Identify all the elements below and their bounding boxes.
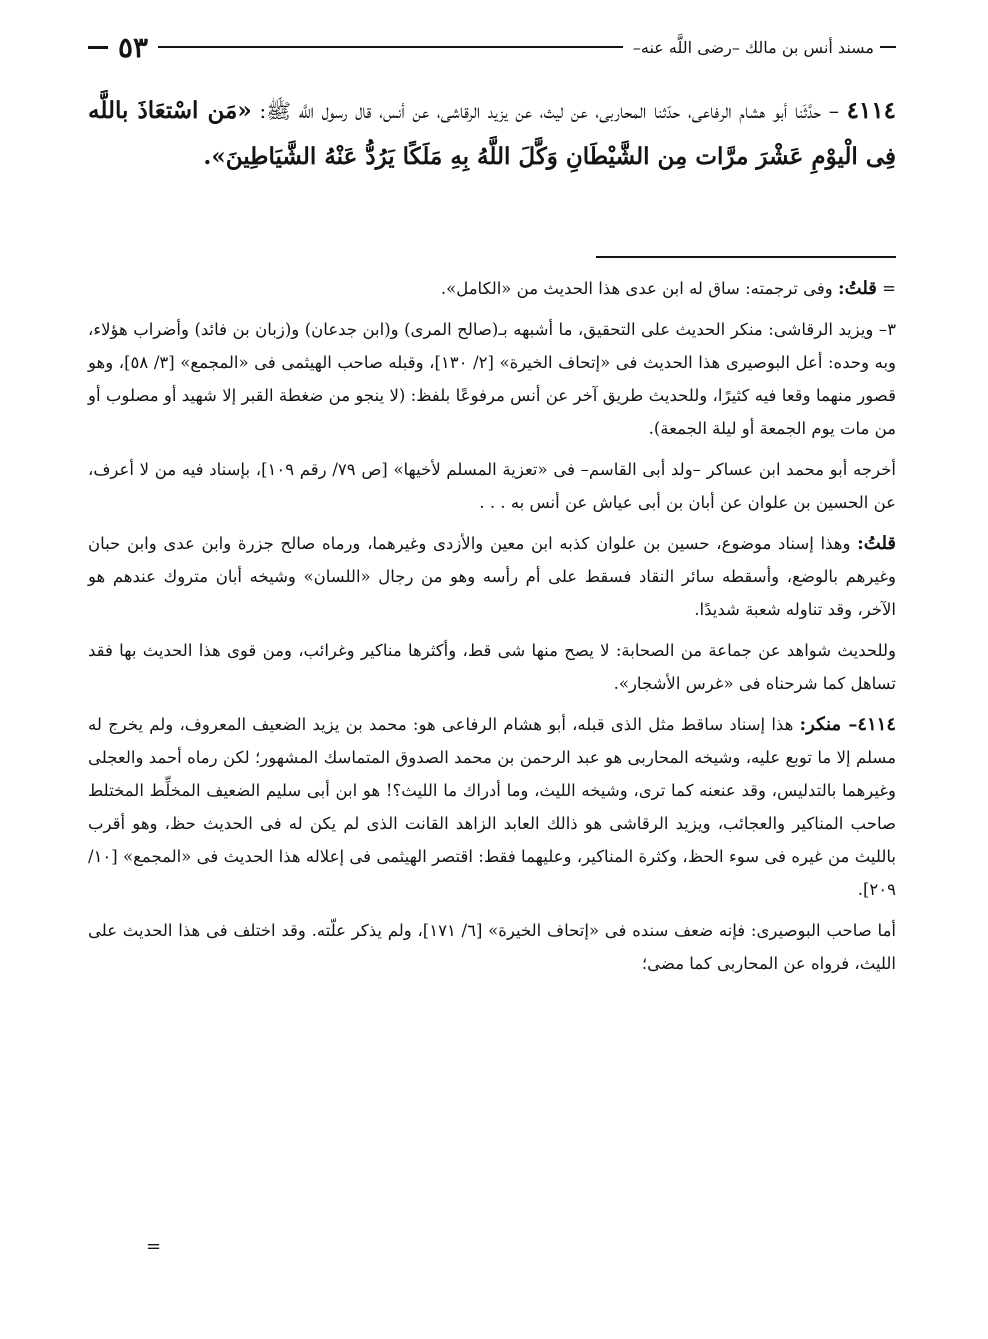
note-paragraph [88,313,896,445]
header-rule [158,46,623,48]
hadith-isnad: – حدَّثَنا أبو هشام الرفاعى، حدّثنا المحاربى، عن ليث، عن يزيد الرقاشى، عن أنس، قال رسول اللَّه ﷺ: [259,99,839,123]
page-number: ٥٣ [118,30,149,64]
note-paragraph [88,914,896,980]
hadith-matn: «مَن اسْتعَاذَ باللَّه فِى الْيوْمِ عَشْرَ مرَّات مِن الشَّيْطَانِ وَكَّلَ اللَّهُ بِهِ مَلَكًا يَرُدُّ عَنْهُ الشَّيَاطِينَ». [88,97,896,170]
hadith-number: ٤١١٤ [846,97,896,124]
running-header [88,30,896,64]
note-text: وهذا إسناد موضوع، حسين بن علوان كذبه ابن معين والأزدى وغيرهما، ورماه صالح جزرة وابن عدى وابن حبان وغيرهم بالوضع، وأسقطه سائر النقاد فسقط على أم رأسه وهو من رجال «اللسان» وشيخه أبان متروك عندهم هو الآخر، وقد تناوله شعبة شديدًا. [88,534,896,619]
note-paragraph [88,272,896,305]
note-text: وفى ترجمته: ساق له ابن عدى هذا الحديث من «الكامل». [440,279,833,298]
note-label: قلتُ: [857,533,897,554]
footnotes [88,272,896,988]
continuation-mark: = [882,279,896,298]
continuation-marker: = [146,1236,162,1257]
note-paragraph [88,527,896,626]
note-paragraph [88,453,896,519]
note-label: قلتُ: [838,278,877,299]
note-text: أما صاحب البوصيرى: فإنه ضعف سنده فى «إتحاف الخيرة» [٦/ ١٧١]، ولم يذكر علّته. وقد اختلف فى هذا الحديث على الليث، فرواه عن المحاربى كما مضى؛ [88,921,896,973]
note-text: هذا إسناد ساقط مثل الذى قبله، أبو هشام الرفاعى هو: محمد بن يزيد الضعيف المعروف، ولم يخرج له مسلم إلا ما توبع عليه، وشيخه المحاربى هو عبد الرحمن بن محمد الصدوق المتماسك المشهور؛ لكن رماه أحمد والعجلى وغيرهما بالتدليس، وقد عنعنه كما ترى، وشيخه الليث، وما أدراك ما الليث؟! هو ابن أبى سليم الضعيف المخلِّط المختلط صاحب المناكير والعجائب، ويزيد الرقاشى هو ذالك العابد الزاهد القانت الذى لم يكن له فى الحديث حظ، وهو أقرب بالليث من غيره فى سوء الحظ، وكثرة المناكير، وعليهما فقط: اقتصر الهيثمى فى إعلاله هذا الحديث فى «المجمع» [١٠/ ٢٠٩]. [88,715,896,899]
header-dash [880,46,896,48]
footnote-separator [596,256,896,258]
note-label: ٤١١٤– منكر: [799,714,897,735]
header-dash-trail [88,46,108,49]
hadith-text [88,88,896,180]
note-paragraph [88,634,896,700]
note-text: أخرجه أبو محمد ابن عساكر –ولد أبى القاسم– فى «تعزية المسلم لأخيها» [ص ٧٩/ رقم ١٠٩]، بإسناد فيه من لا أعرف، عن الحسين بن علوان عن أبان بن أبى عياش عن أنس به . . . [88,460,896,512]
header-title: مسند أنس بن مالك –رضى اللَّه عنه– [632,37,874,57]
note-text: وللحديث شواهد عن جماعة من الصحابة: لا يصح منها شى قط، وأكثرها مناكير وغرائب، ومن قوى هذا الحديث بها فقد تساهل كما شرحناه فى «غرس الأشجار». [88,641,896,693]
note-paragraph [88,708,896,906]
note-text: ٣– ويزيد الرقاشى: منكر الحديث على التحقيق، ما أشبهه بـ(صالح المرى) و(ابن جدعان) و(زبان بن فائد) وأضراب هؤلاء، وبه وحده: أعل البوصيرى هذا الحديث فى «إتحاف الخيرة» [٢/ ١٣٠]، وقبله صاحب الهيثمى فى «المجمع» [٣/ ٥٨]، وهو قصور منهما وقعا فيه كثيرًا، وللحديث طريق آخر عن أنس مرفوعًا بلفظ: (لا ينجو من ضغطة القبر إلا شهيد أو مصلوب أو من مات يوم الجمعة أو ليلة الجمعة). [88,320,897,438]
